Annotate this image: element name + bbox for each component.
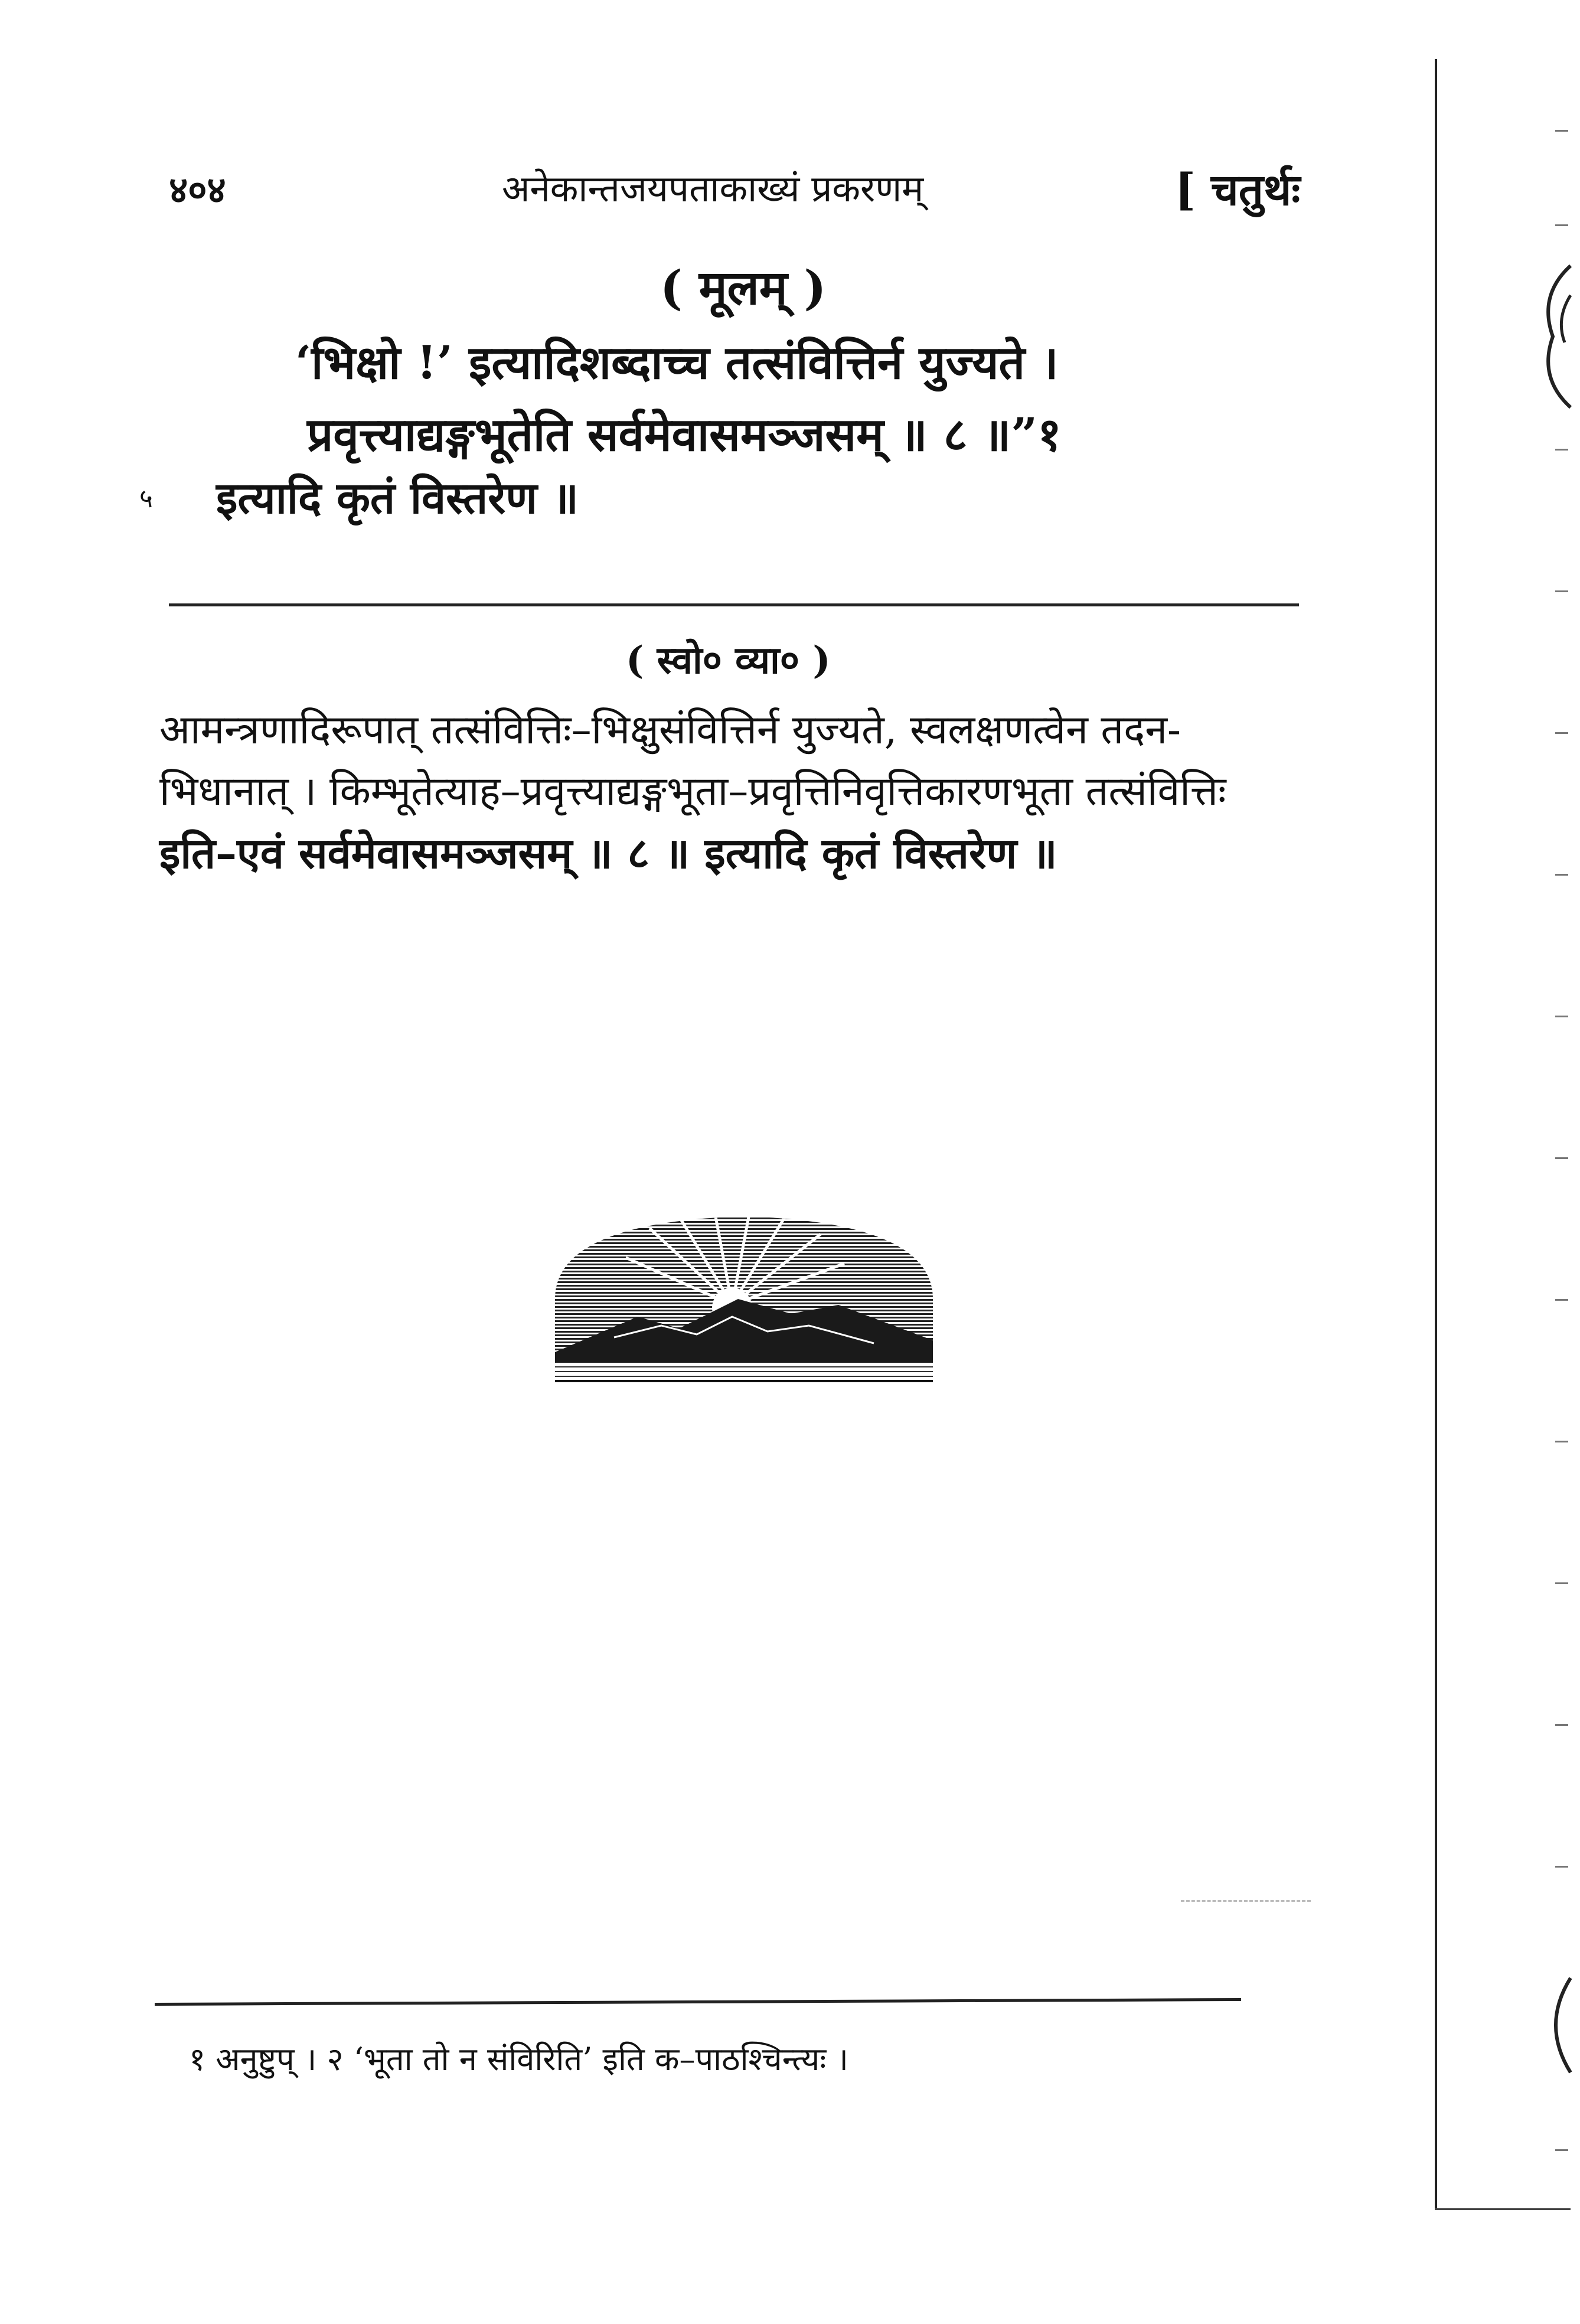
footnote-divider bbox=[155, 1998, 1241, 2006]
binding-curl-mark bbox=[1535, 260, 1576, 413]
verse-line-1: ‘भिक्षो !’ इत्यादिशब्दाच्च तत्संवित्तिर्न युज्यते । bbox=[295, 336, 1059, 390]
commentary-line-3: इति–एवं सर्वमेवासमञ्जसम् ॥ ८ ॥ इत्यादि कृतं विस्तरेण ॥ bbox=[159, 828, 1057, 878]
section-label: [ चतुर्थः bbox=[1175, 165, 1301, 216]
edge-tick bbox=[1555, 1016, 1568, 1017]
edge-tick bbox=[1555, 224, 1568, 226]
faint-dotted-mark bbox=[1181, 1900, 1311, 1902]
binding-curl-mark bbox=[1535, 1972, 1576, 2078]
commentary-line-1: आमन्त्रणादिरूपात् तत्संवित्तिः–भिक्षुसंवित्तिर्न युज्यते, स्वलक्षणत्वेन तदन- bbox=[159, 707, 1181, 753]
edge-tick bbox=[1555, 590, 1568, 592]
section-divider bbox=[169, 603, 1299, 606]
edge-tick bbox=[1555, 1866, 1568, 1868]
sunrise-ornament bbox=[543, 1210, 945, 1388]
edge-tick bbox=[1555, 1441, 1568, 1442]
edge-tick bbox=[1555, 2149, 1568, 2151]
footnote: १ अनुष्टुप् । २ ‘भूता तो न संविरिति’ इति क–पाठश्चिन्त्यः । bbox=[189, 2041, 848, 2078]
edge-tick bbox=[1555, 1724, 1568, 1726]
closing-line: इत्यादि कृतं विस्तरेण ॥ bbox=[216, 473, 579, 524]
binding-edge-foot bbox=[1435, 2208, 1571, 2210]
running-title: अनेकान्तजयपताकाख्यं प्रकरणम् bbox=[502, 167, 924, 210]
verse-line-2: प्रवृत्त्याद्यङ्गभूतेति सर्वमेवासमञ्जसम् ॥ ८ ॥”१ bbox=[307, 408, 1062, 462]
line-number-marker: ५ bbox=[139, 484, 153, 514]
page-number: ४०४ bbox=[169, 168, 226, 211]
edge-tick bbox=[1555, 1299, 1568, 1301]
edge-tick bbox=[1555, 732, 1568, 734]
binding-edge-line bbox=[1435, 59, 1437, 2208]
edge-tick bbox=[1555, 449, 1568, 451]
edge-tick bbox=[1555, 130, 1568, 132]
edge-tick bbox=[1555, 874, 1568, 876]
commentary-heading: ( स्वो० व्या० ) bbox=[626, 638, 831, 683]
commentary-line-2: भिधानात् । किम्भूतेत्याह–प्रवृत्त्याद्यङ्गभूता–प्रवृत्तिनिवृत्तिकारणभूता तत्संवित्तिः bbox=[159, 768, 1226, 815]
mulam-heading: ( मूलम् ) bbox=[660, 260, 827, 315]
edge-tick bbox=[1555, 1582, 1568, 1584]
edge-tick bbox=[1555, 1157, 1568, 1159]
